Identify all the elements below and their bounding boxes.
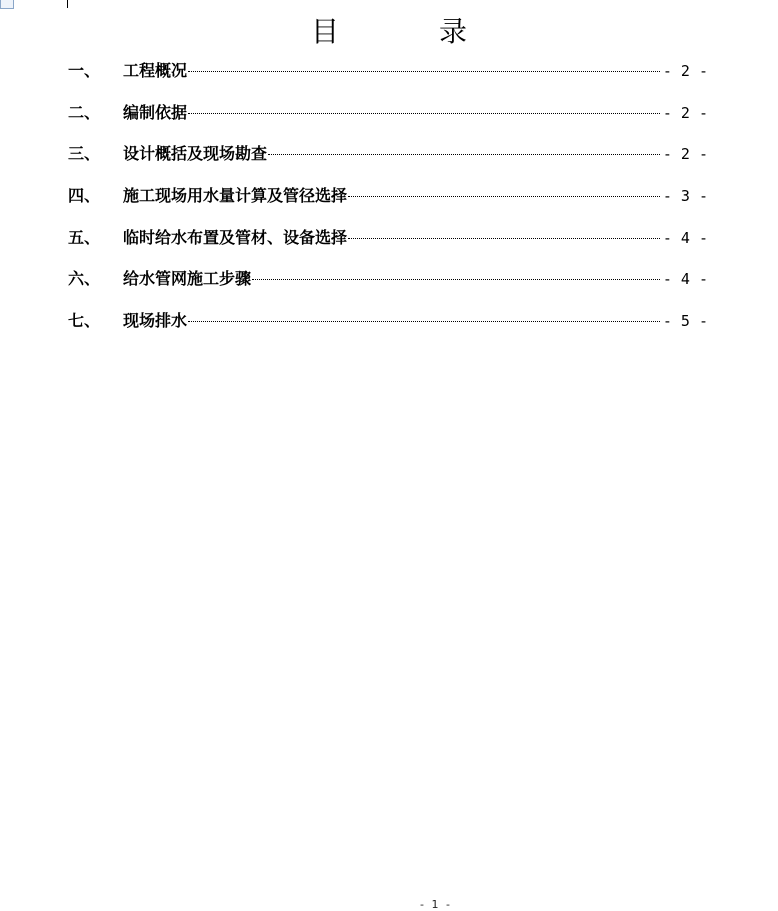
margin-marker bbox=[67, 0, 68, 8]
document-corner-icon bbox=[0, 0, 14, 9]
toc-entry-text[interactable]: 设计概括及现场勘查 bbox=[123, 144, 268, 164]
toc-entry-number: 三、 bbox=[68, 144, 101, 164]
toc-entry-page: - 5 - bbox=[662, 312, 708, 331]
toc-entry-page: - 4 - bbox=[662, 270, 708, 289]
toc-entry-number: 二、 bbox=[68, 102, 101, 122]
toc-leader-dots bbox=[268, 154, 660, 155]
toc-entry-page: - 2 - bbox=[662, 103, 708, 122]
toc-entry[interactable] bbox=[68, 181, 708, 223]
toc-entry[interactable] bbox=[68, 223, 708, 265]
toc-entry[interactable] bbox=[68, 306, 708, 348]
toc-entry-text[interactable]: 临时给水布置及管材、设备选择 bbox=[123, 227, 348, 247]
toc-leader-dots bbox=[188, 321, 660, 322]
page-number-footer: - 1 - bbox=[420, 898, 452, 911]
toc-entry[interactable] bbox=[68, 264, 708, 306]
toc-leader-dots bbox=[348, 196, 660, 197]
toc-entry[interactable] bbox=[68, 56, 708, 98]
toc-entry-text[interactable]: 给水管网施工步骤 bbox=[123, 269, 252, 289]
toc-entry[interactable] bbox=[68, 139, 708, 181]
toc-entry-text[interactable]: 工程概况 bbox=[123, 61, 188, 80]
table-of-contents bbox=[68, 56, 708, 348]
toc-leader-dots bbox=[252, 279, 660, 280]
toc-leader-dots bbox=[188, 71, 660, 72]
toc-entry-number: 六、 bbox=[68, 269, 101, 289]
toc-entry-text[interactable]: 施工现场用水量计算及管径选择 bbox=[123, 186, 348, 206]
toc-entry-number: 五、 bbox=[68, 227, 101, 247]
toc-title: 目 录 bbox=[310, 15, 503, 48]
toc-entry-page: - 4 - bbox=[662, 228, 708, 247]
toc-entry-page: - 3 - bbox=[662, 187, 708, 206]
toc-entry[interactable] bbox=[68, 98, 708, 140]
toc-entry-text[interactable]: 现场排水 bbox=[123, 311, 188, 331]
toc-leader-dots bbox=[348, 238, 660, 239]
toc-entry-number: 四、 bbox=[68, 186, 101, 206]
toc-leader-dots bbox=[188, 113, 660, 114]
toc-entry-page: - 2 - bbox=[662, 62, 708, 80]
toc-entry-number: 一、 bbox=[68, 61, 101, 80]
toc-entry-text[interactable]: 编制依据 bbox=[123, 102, 188, 122]
toc-entry-page: - 2 - bbox=[662, 145, 708, 164]
toc-entry-number: 七、 bbox=[68, 311, 101, 331]
